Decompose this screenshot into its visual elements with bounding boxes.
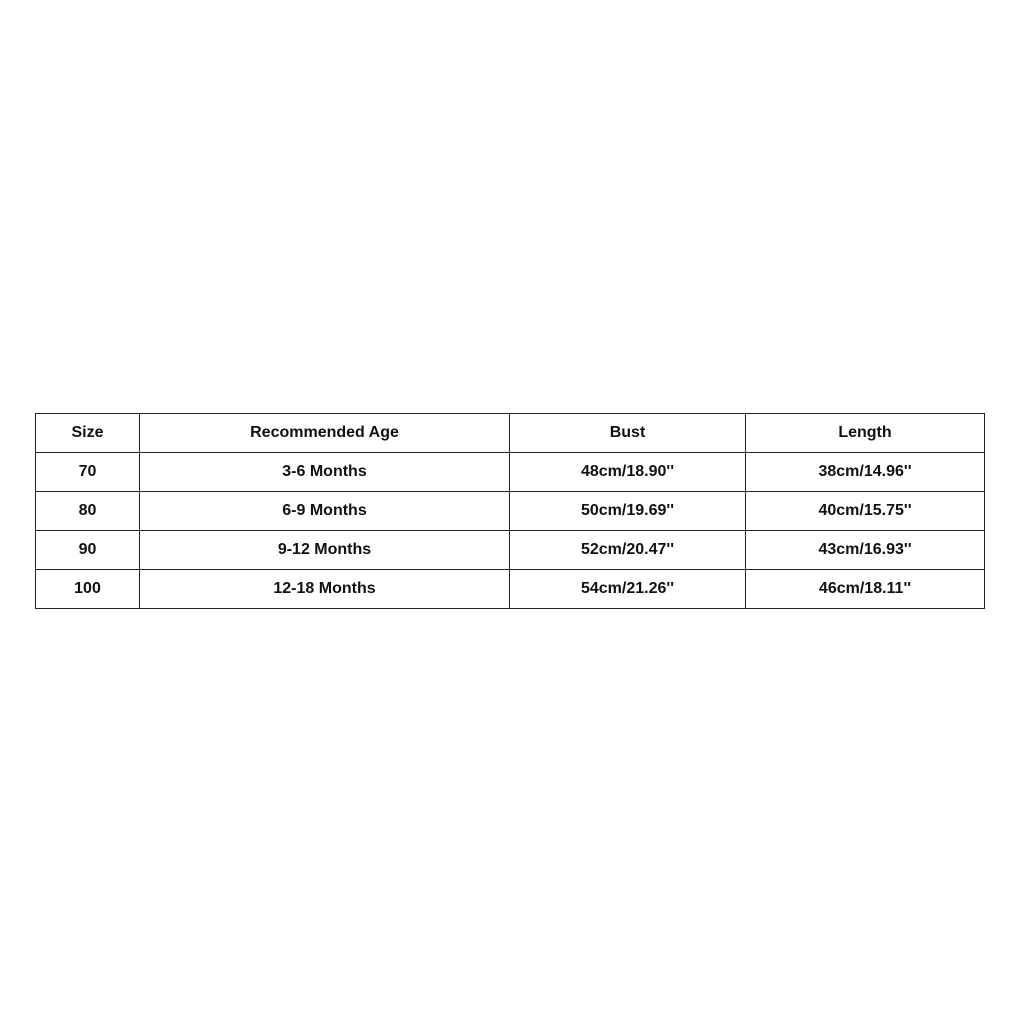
table-row [36, 453, 985, 492]
cell-recommended-age: 9-12 Months [140, 531, 510, 570]
cell-bust: 50cm/19.69'' [510, 492, 746, 531]
cell-length: 40cm/15.75'' [746, 492, 985, 531]
cell-bust: 48cm/18.90'' [510, 453, 746, 492]
header-bust: Bust [510, 414, 746, 453]
cell-size: 70 [36, 453, 140, 492]
table-row [36, 570, 985, 609]
cell-size: 90 [36, 531, 140, 570]
cell-bust: 52cm/20.47'' [510, 531, 746, 570]
cell-recommended-age: 6-9 Months [140, 492, 510, 531]
cell-size: 100 [36, 570, 140, 609]
size-chart-table [35, 413, 985, 609]
header-length: Length [746, 414, 985, 453]
header-size: Size [36, 414, 140, 453]
cell-recommended-age: 3-6 Months [140, 453, 510, 492]
cell-length: 46cm/18.11'' [746, 570, 985, 609]
table-row [36, 531, 985, 570]
table-row [36, 492, 985, 531]
cell-length: 38cm/14.96'' [746, 453, 985, 492]
cell-recommended-age: 12-18 Months [140, 570, 510, 609]
cell-length: 43cm/16.93'' [746, 531, 985, 570]
table-header-row [36, 414, 985, 453]
cell-bust: 54cm/21.26'' [510, 570, 746, 609]
header-recommended-age: Recommended Age [140, 414, 510, 453]
cell-size: 80 [36, 492, 140, 531]
